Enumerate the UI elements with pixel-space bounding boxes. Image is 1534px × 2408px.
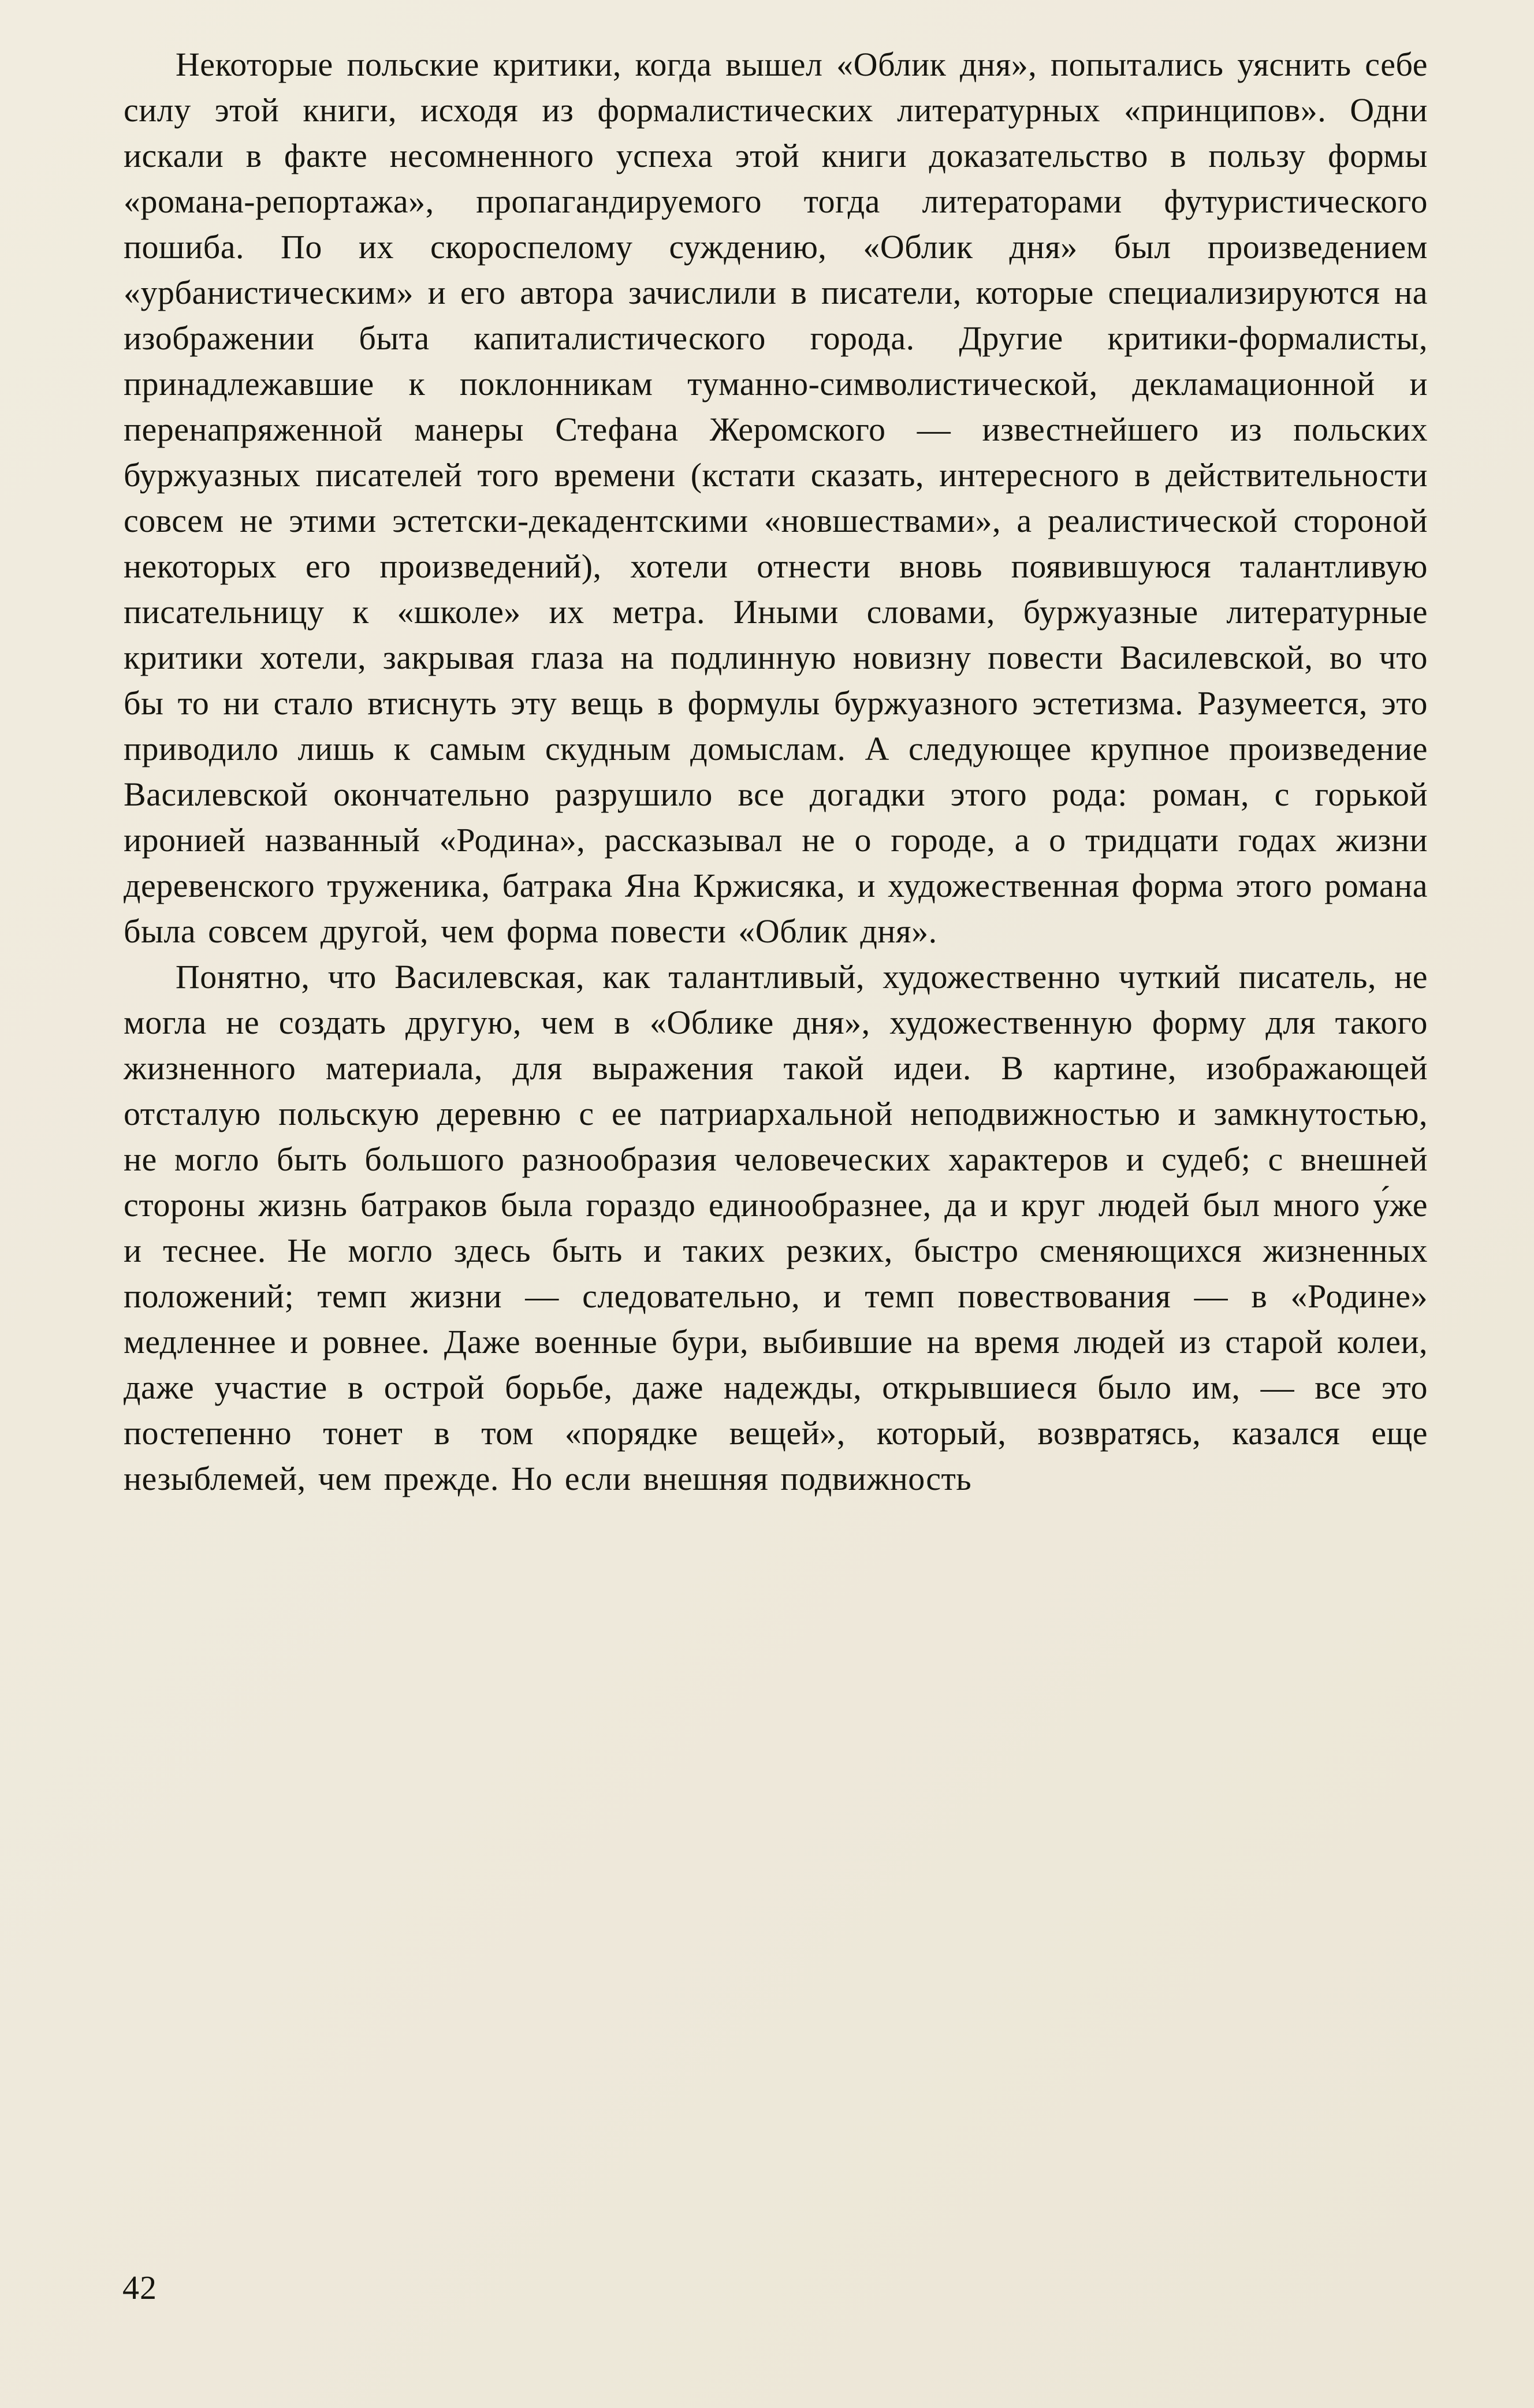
page-number: 42 [122,2269,157,2306]
paragraph: Понятно, что Василевская, как талантливый, художественно чуткий писатель, не могла не создать другую, чем в «Облике дня», художественную форму для такого жизненного материала, для выражения такой идеи. В картине, изображающей отсталую польскую деревню с ее патриархальной неподвижностью и замкнутостью, не могло быть большого разнообразия человеческих характеров и судеб; с внешней стороны жизнь батраков была гораздо единообразнее, да и круг людей был много у́же и теснее. Не могло здесь быть и таких резких, быстро сменяющихся жизненных положений; темп жизни — следовательно, и темп повествования — в «Родине» медленнее и ровнее. Даже военные бури, выбившие на время людей из старой колеи, даже участие в острой борьбе, даже надежды, открывшиеся было им, — все это постепенно тонет в том «порядке вещей», который, возвратясь, казался еще незыблемей, чем прежде. Но если внешняя подвижность [124,958,1428,1497]
text-block [124,42,1428,1501]
paragraph: Некоторые польские критики, когда вышел «Облик дня», попытались уяснить себе силу этой книги, исходя из формалистических литературных «принципов». Одни искали в факте несомненного успеха этой книги доказательство в пользу формы «романа-репортажа», пропагандируемого тогда литераторами футуристического пошиба. По их скороспелому суждению, «Облик дня» был произведением «урбанистическим» и его автора зачислили в писатели, которые специализируются на изображении быта капиталистического города. Другие критики-формалисты, принадлежавшие к поклонникам туманно-символистической, декламационной и перенапряженной манеры Стефана Жеромского — известнейшего из польских буржуазных писателей того времени (кстати сказать, интересного в действительности совсем не этими эстетски-декадентскими «новшествами», а реалистической стороной некоторых его произведений), хотели отнести вновь появившуюся талантливую писательницу к «школе» их метра. Иными словами, буржуазные литературные критики хотели, закрывая глаза на подлинную новизну повести Василевской, во что бы то ни стало втиснуть эту вещь в формулы буржуазного эстетизма. Разумеется, это приводило лишь к самым скудным домыслам. А следующее крупное произведение Василевской окончательно разрушило все догадки этого рода: роман, с горькой иронией названный «Родина», рассказывал не о городе, а о тридцати годах жизни деревенского труженика, батрака Яна Кржисяка, и художественная форма этого романа была совсем другой, чем форма повести «Облик дня». [124,46,1428,950]
